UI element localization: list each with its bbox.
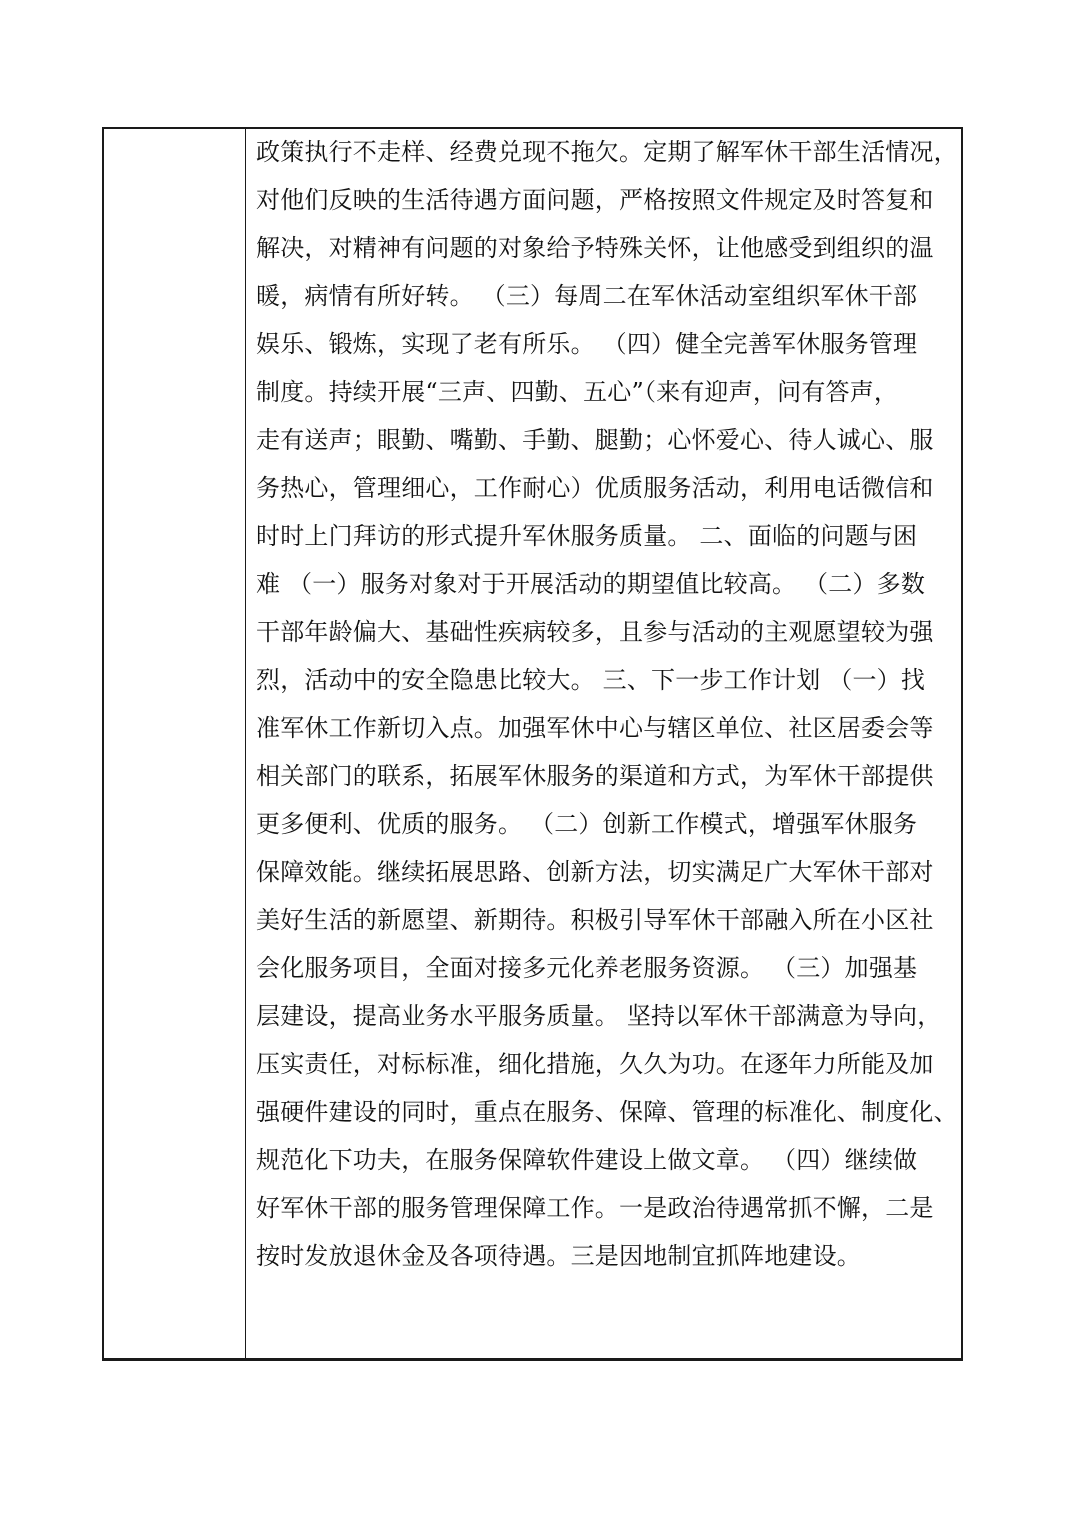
text-line: 保障效能。继续拓展思路、创新方法，切实满足广大军休干部对: [256, 858, 934, 886]
text-line: 更多便利、优质的服务。 （二）创新工作模式，增强军休服务: [256, 810, 918, 838]
text-line: 对他们反映的生活待遇方面问题，严格按照文件规定及时答复和: [256, 186, 934, 214]
text-line: 压实责任，对标标准，细化措施，久久为功。在逐年力所能及加: [256, 1050, 934, 1078]
text-line: 政策执行不走样、经费兑现不拖欠。定期了解军休干部生活情况，: [256, 138, 958, 166]
column-divider: [245, 129, 246, 1358]
text-line: 解决，对精神有问题的对象给予特殊关怀，让他感受到组织的温: [256, 234, 934, 262]
table-content-cell: [256, 129, 956, 1358]
text-line: 烈，活动中的安全隐患比较大。 三、下一步工作计划 （一）找: [256, 666, 926, 694]
text-line: 规范化下功夫，在服务保障软件建设上做文章。 （四）继续做: [256, 1146, 918, 1174]
report-table: [102, 127, 963, 1361]
text-line: 美好生活的新愿望、新期待。积极引导军休干部融入所在小区社: [256, 906, 934, 934]
text-line: 时时上门拜访的形式提升军休服务质量。 二、面临的问题与困: [256, 522, 918, 550]
text-line: 相关部门的联系，拓展军休服务的渠道和方式，为军休干部提供: [256, 762, 934, 790]
text-line: 暖，病情有所好转。 （三）每周二在军休活动室组织军休干部: [256, 282, 918, 310]
text-line: 好军休干部的服务管理保障工作。一是政治待遇常抓不懈，二是: [256, 1194, 934, 1222]
text-line: 走有送声；眼勤、嘴勤、手勤、腿勤；心怀爱心、待人诚心、服: [256, 426, 934, 454]
text-line: 干部年龄偏大、基础性疾病较多，且参与活动的主观愿望较为强: [256, 618, 934, 646]
table-left-cell: [104, 129, 245, 1358]
text-line: 准军休工作新切入点。加强军休中心与辖区单位、社区居委会等: [256, 714, 934, 742]
text-line: 娱乐、锻炼，实现了老有所乐。 （四）健全完善军休服务管理: [256, 330, 918, 358]
text-line: 会化服务项目，全面对接多元化养老服务资源。 （三）加强基: [256, 954, 918, 982]
text-line: 务热心，管理细心，工作耐心）优质服务活动，利用电话微信和: [256, 474, 934, 502]
text-line: 强硬件建设的同时，重点在服务、保障、管理的标准化、制度化、: [256, 1098, 958, 1126]
text-line: 制度。持续开展“三声、四勤、五心”（来有迎声，问有答声，: [256, 378, 899, 406]
text-line: 层建设，提高业务水平服务质量。 坚持以军休干部满意为导向，: [256, 1002, 942, 1030]
text-line: 难 （一）服务对象对于开展活动的期望值比较高。 （二）多数: [256, 570, 926, 598]
text-line: 按时发放退休金及各项待遇。三是因地制宜抓阵地建设。: [256, 1242, 861, 1270]
